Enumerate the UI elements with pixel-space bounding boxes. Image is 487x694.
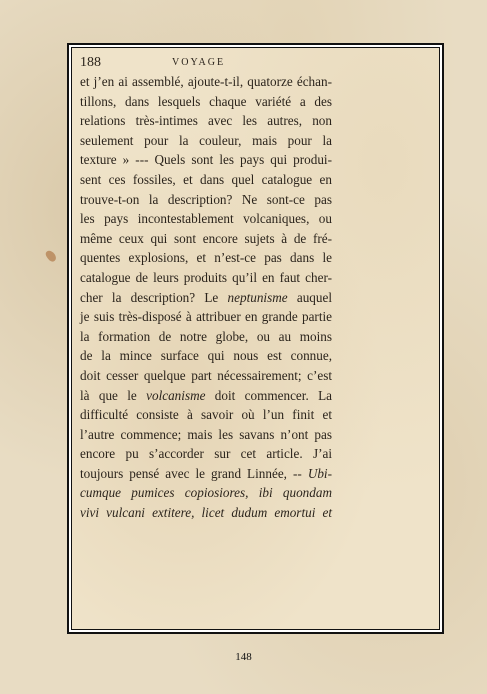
italic-text: cumque pumices copiosiores, ibi quondam [80,485,332,501]
text-segment: l’autre commence; mais les savans n’ont pas [80,426,332,442]
text-segment: les pays incontestablement volcaniques, ou [80,211,332,227]
text-segment: relations très-intimes avec les autres, non [80,113,332,129]
text-line [80,503,332,523]
italic-text: neptunisme [227,289,288,305]
text-segment: tillons, dans lesquels chaque variété a des [80,93,332,109]
text-segment: je suis très-disposé à attribuer en grande partie [80,309,332,325]
page-number: 188 [80,55,101,70]
text-line [80,483,332,503]
text-line [80,190,332,210]
text-segment: catalogue de leurs produits qu’il en faut cher- [80,269,332,285]
text-line [80,366,332,386]
text-segment: et j’en ai assemblé, ajoute-t-il, quatorze échan- [80,74,332,89]
body-text [80,72,332,523]
text-segment: la formation de notre globe, ou au moins [80,328,332,344]
folio-number: 148 [235,651,252,663]
text-segment: trouve-t-on la description? Ne sont-ce pas [80,191,332,207]
text-line [80,131,332,151]
text-line [80,405,332,425]
text-segment: texture » --- Quels sont les pays qui produi- [80,152,332,168]
text-segment: cher la description? Le [80,289,228,305]
text-line [80,288,332,308]
text-segment: même ceux qui sont encore sujets à de fré- [80,230,332,246]
text-line [80,229,332,249]
text-line [80,170,332,190]
text-line [80,444,332,464]
text-segment: doit commencer. La [205,387,332,403]
text-line [80,307,332,327]
ink-stain [44,249,57,263]
running-head: VOYAGE [172,57,226,68]
text-segment: difficulté consiste à savoir où l’un finit et [80,407,332,423]
text-segment: encore pu s’accorder sur cet article. J’ai [80,446,332,462]
text-line [80,346,332,366]
text-line [80,464,332,484]
text-segment: sent ces fossiles, et dans quel catalogue en [80,171,332,187]
text-line [80,248,332,268]
text-line [80,386,332,406]
italic-text: Ubi- [307,465,332,481]
italic-text: volcanisme [146,387,206,403]
text-segment: toujours pensé avec le grand Linnée, -- [80,465,308,481]
text-line [80,425,332,445]
text-segment: là que le [80,387,147,403]
text-segment: seulement pour la couleur, mais pour la [80,132,332,148]
text-line [80,72,332,92]
text-line [80,150,332,170]
text-segment: auquel [287,289,332,305]
text-line [80,111,332,131]
text-line [80,327,332,347]
text-line [80,209,332,229]
text-line [80,268,332,288]
text-segment: quentes explosions, et n’est-ce pas dans le [80,250,332,266]
text-segment: doit cesser quelque part nécessairement; c’est [80,367,332,383]
page-header [80,55,324,71]
italic-text: vivi vulcani extitere, licet dudum emortui et [80,505,332,521]
text-line [80,92,332,112]
text-segment: de la mince surface qui nous est connue, [80,348,332,364]
